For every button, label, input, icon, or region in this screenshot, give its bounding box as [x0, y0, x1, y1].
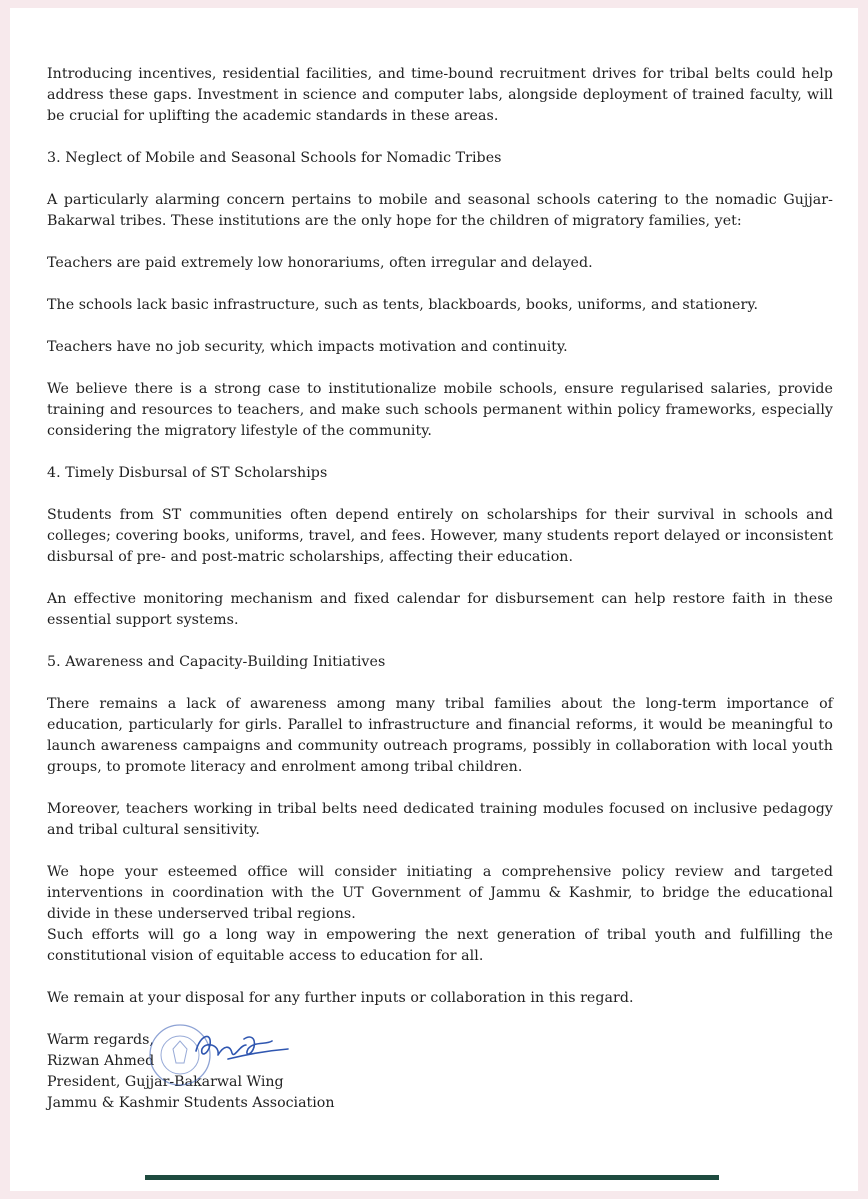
section-5-paragraph: There remains a lack of awareness among many tribal families about the long-term importance of education, particularly for girls. Parallel to infrastructure and financial reforms, it would be meaningful to launch awareness campaigns and community outreach programs, possibly in collaboration with local youth groups, to promote literacy and enrolment among tribal children.: [47, 696, 833, 775]
salutation: Warm regards,: [47, 1032, 154, 1048]
intro-paragraph: Introducing incentives, residential facilities, and time-bound recruitment drives for tribal belts could help address these gaps. Investment in science and computer labs, alongside deployment of trained faculty, will be crucial for uplifting the academic standards in these areas.: [47, 66, 833, 124]
closing-paragraph-policy-review: We hope your esteemed office will consider initiating a comprehensive policy review and targeted interventions in coordination with the UT Government of Jammu & Kashmir, to bridge the educational divide in these underserved tribal regions.: [47, 864, 833, 922]
section-4-paragraph: Students from ST communities often depend entirely on scholarships for their survival in schools and colleges; covering books, uniforms, travel, and fees. However, many students report delayed or inconsistent disbursal of pre- and post-matric scholarships, affecting their education.: [47, 507, 833, 565]
section-3-point-job-security: Teachers have no job security, which impacts motivation and continuity.: [47, 339, 568, 355]
signature-block: [47, 1030, 833, 1114]
section-4-recommendation: An effective monitoring mechanism and fixed calendar for disbursement can help restore faith in these essential support systems.: [47, 591, 833, 628]
closing-paragraph-efforts: Such efforts will go a long way in empowering the next generation of tribal youth and fulfilling the constitutional vision of equitable access to education for all.: [47, 927, 833, 964]
section-5-heading: 5. Awareness and Capacity-Building Initiatives: [47, 654, 386, 670]
signatory-title: President, Gujjar-Bakarwal Wing: [47, 1074, 284, 1090]
document-page: [10, 8, 858, 1191]
footer-bar: [145, 1175, 719, 1180]
section-3-recommendation: We believe there is a strong case to institutionalize mobile schools, ensure regularised salaries, provide training and resources to teachers, and make such schools permanent within policy frameworks, especially considering the migratory lifestyle of the community.: [47, 381, 833, 439]
signatory-organization: Jammu & Kashmir Students Association: [47, 1095, 335, 1111]
section-3-point-honorarium: Teachers are paid extremely low honorariums, often irregular and delayed.: [47, 255, 593, 271]
section-3-paragraph: A particularly alarming concern pertains to mobile and seasonal schools catering to the nomadic Gujjar-Bakarwal tribes. These institutions are the only hope for the children of migratory families, yet:: [47, 192, 833, 229]
section-3-heading: 3. Neglect of Mobile and Seasonal Schools for Nomadic Tribes: [47, 150, 502, 166]
closing-paragraph-disposal: We remain at your disposal for any further inputs or collaboration in this regard.: [47, 990, 634, 1006]
signatory-name: Rizwan Ahmed: [47, 1053, 155, 1069]
letter-body: [47, 64, 833, 1114]
section-5-training-paragraph: Moreover, teachers working in tribal belts need dedicated training modules focused on inclusive pedagogy and tribal cultural sensitivity.: [47, 801, 833, 838]
section-3-point-infrastructure: The schools lack basic infrastructure, such as tents, blackboards, books, uniforms, and stationery.: [47, 297, 759, 313]
section-4-heading: 4. Timely Disbursal of ST Scholarships: [47, 465, 328, 481]
